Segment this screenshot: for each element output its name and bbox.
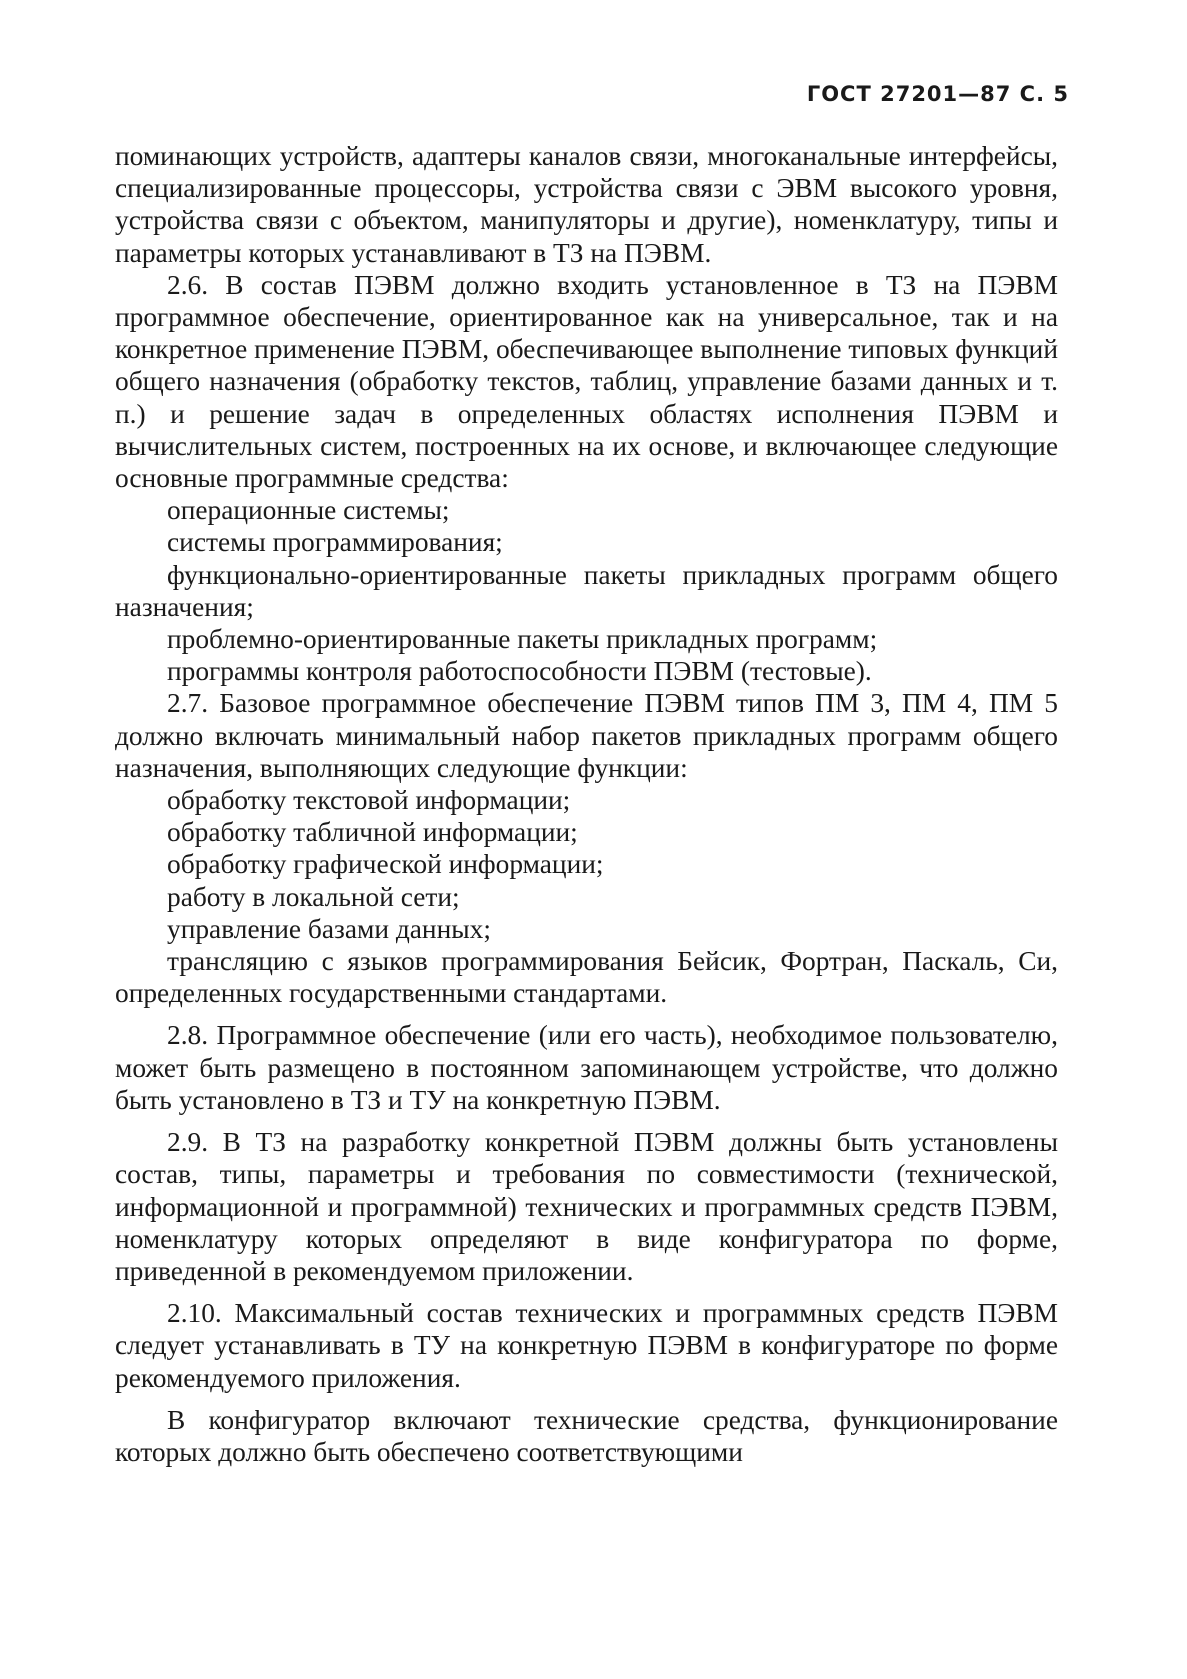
document-body xyxy=(115,140,1058,1468)
page-header: ГОСТ 27201—87 С. 5 xyxy=(806,82,1069,106)
list-item: работу в локальной сети; xyxy=(167,881,460,912)
paragraph-continuation: поминающих устройств, адаптеры каналов связи, многоканальные интерфейсы, специализированные процессоры, устройства связи с ЭВМ высокого уровня, устройства связи с объектом, манипуляторы и другие), номенклатуру, типы и параметры которых устанавливают в ТЗ на ПЭВМ. xyxy=(115,141,1058,268)
list-item: обработку табличной информации; xyxy=(167,817,578,848)
paragraph-2-6: 2.6. В состав ПЭВМ должно входить установленное в ТЗ на ПЭВМ программное обеспечение, ориентированное как на универсальное, так и на конкретное применение ПЭВМ, обеспечивающее выполнение типовых функций общего назначения (обработку текстов, таблиц, управление базами данных и т. п.) и решение задач в определенных областях исполнения ПЭВМ и вычислительных систем, построенных на их основе, и включающее следующие основные программные средства: xyxy=(115,269,1058,494)
list-2-7 xyxy=(115,784,1058,1009)
paragraph-2-9: 2.9. В ТЗ на разработку конкретной ПЭВМ должны быть установлены состав, типы, параметры и требования по совместимости (технической, информационной и программной) технических и программных средств ПЭВМ, номенклатуру которых определяют в виде конфигуратора по форме, приведенной в рекомендуемом приложении. xyxy=(115,1127,1058,1286)
paragraph-2-8: 2.8. Программное обеспечение (или его часть), необходимое пользователю, может быть размещено в постоянном запоминающем устройстве, что должно быть установлено в ТЗ и ТУ на конкретную ПЭВМ. xyxy=(115,1020,1058,1115)
list-item: программы контроля работоспособности ПЭВМ (тестовые). xyxy=(167,656,872,687)
list-item: операционные системы; xyxy=(167,495,450,526)
list-2-6 xyxy=(115,494,1058,687)
paragraph-configurator: В конфигуратор включают технические средства, функционирование которых должно быть обеспечено соответствующими xyxy=(115,1404,1058,1467)
list-item: обработку графической информации; xyxy=(167,849,604,880)
list-item: управление базами данных; xyxy=(167,913,491,944)
list-item: системы программирования; xyxy=(167,527,503,558)
list-item: функционально-ориентированные пакеты прикладных программ общего назначения; xyxy=(115,559,1058,622)
paragraph-2-7: 2.7. Базовое программное обеспечение ПЭВМ типов ПМ 3, ПМ 4, ПМ 5 должно включать минимальный набор пакетов прикладных программ общего назначения, выполняющих следующие функции: xyxy=(115,688,1058,783)
list-item: проблемно-ориентированные пакеты прикладных программ; xyxy=(167,624,878,655)
list-item: трансляцию с языков программирования Бейсик, Фортран, Паскаль, Си, определенных государственными стандартами. xyxy=(115,946,1058,1009)
list-item: обработку текстовой информации; xyxy=(167,785,571,816)
paragraph-2-10: 2.10. Максимальный состав технических и программных средств ПЭВМ следует устанавливать в ТУ на конкретную ПЭВМ в конфигураторе по форме рекомендуемого приложения. xyxy=(115,1298,1058,1393)
